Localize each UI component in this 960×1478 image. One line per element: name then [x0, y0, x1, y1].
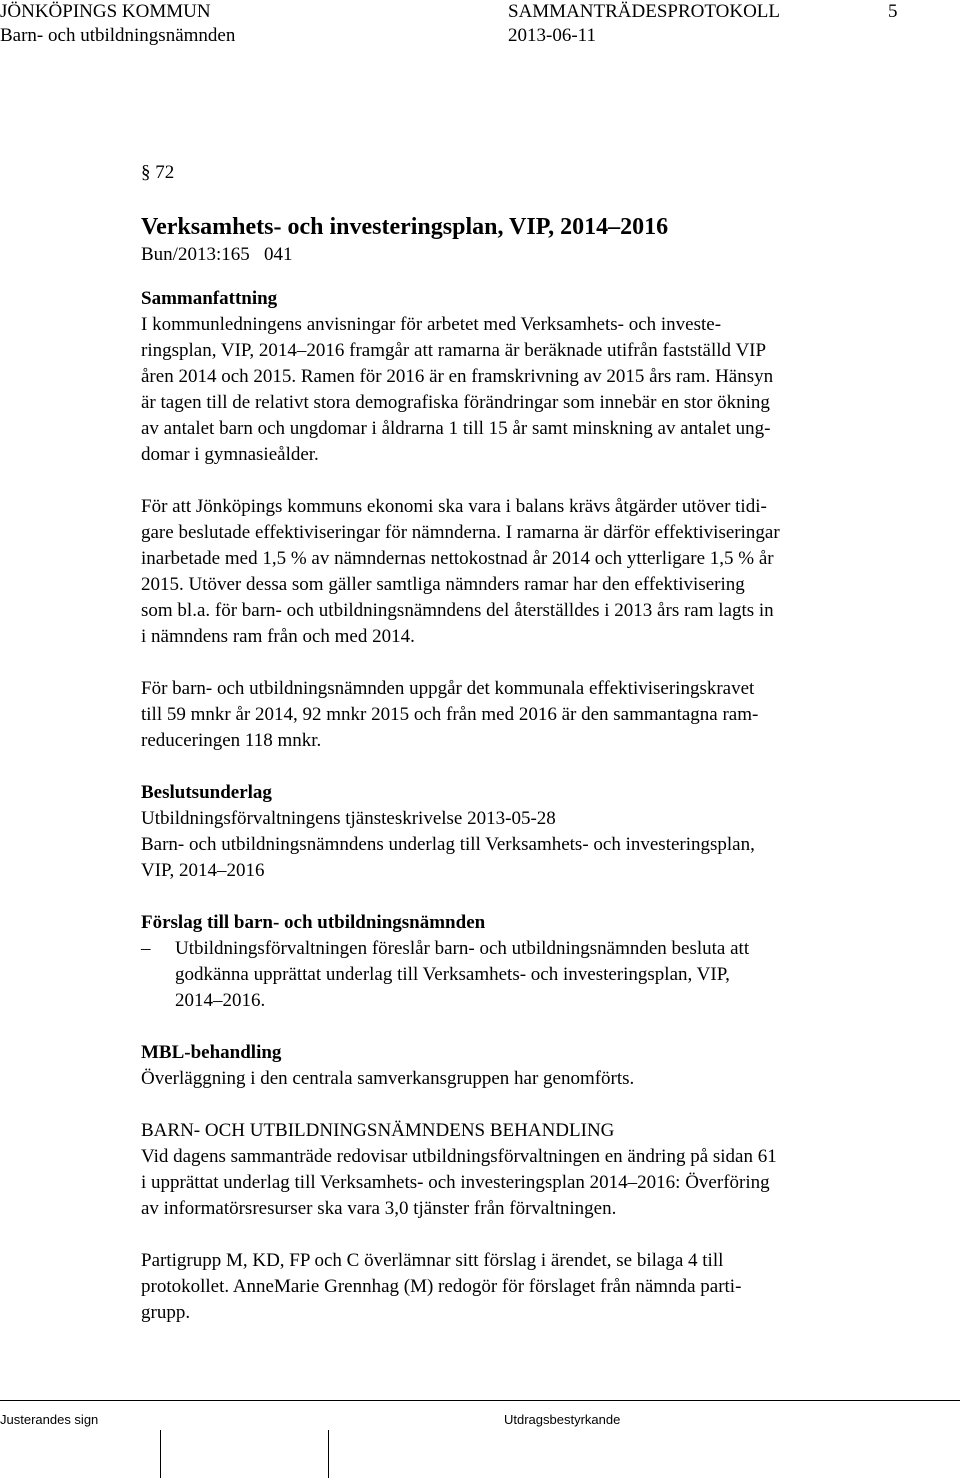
proposal-item: [141, 936, 901, 1014]
text-line: av antalet barn och ungdomar i åldrarna 1 till 15 år samt minskning av antalet ung-: [141, 418, 771, 439]
section-title: Verksamhets- och investeringsplan, VIP, 2014‒2016: [141, 214, 669, 240]
text-line: till 59 mnkr år 2014, 92 mnkr 2015 och från med 2016 är den sammantagna ram-: [141, 704, 759, 725]
utdragsbestyrkande-label: Utdragsbestyrkande: [504, 1412, 621, 1427]
text-line: VIP, 2014‒2016: [141, 860, 265, 881]
text-line: godkänna upprättat underlag till Verksamhets- och investeringsplan, VIP,: [175, 964, 730, 985]
section-number: § 72: [141, 162, 175, 183]
basis-list: [141, 806, 901, 884]
summary-paragraph-1: [141, 312, 901, 468]
text-line: Utbildningsförvaltningens tjänsteskrivelse 2013-05-28: [141, 808, 556, 829]
basis-heading: Beslutsunderlag: [141, 782, 272, 803]
text-line: reduceringen 118 mnkr.: [141, 730, 322, 751]
text-line: ringsplan, VIP, 2014‒2016 framgår att ramarna är beräknade utifrån fastställd VIP: [141, 340, 767, 361]
text-line: av informatörsresurser ska vara 3,0 tjänster från förvaltningen.: [141, 1198, 617, 1219]
treatment-paragraph-2: [141, 1248, 901, 1326]
text-line: För att Jönköpings kommuns ekonomi ska vara i balans krävs åtgärder utöver tidi-: [141, 496, 767, 517]
text-line: För barn- och utbildningsnämnden uppgår det kommunala effektiviseringskravet: [141, 678, 755, 699]
text-line: åren 2014 och 2015. Ramen för 2016 är en framskrivning av 2015 års ram. Hänsyn: [141, 366, 774, 387]
text-line: Partigrupp M, KD, FP och C överlämnar sitt förslag i ärendet, se bilaga 4 till: [141, 1250, 724, 1271]
text-line: gare beslutade effektiviseringar för nämnderna. I ramarna är därför effektiviseringar: [141, 522, 780, 543]
text-line: i nämndens ram från och med 2014.: [141, 626, 415, 647]
case-reference: Bun/2013:165 041: [141, 244, 293, 265]
text-line: inarbetade med 1,5 % av nämndernas nettokostnad år 2014 och ytterligare 1,5 % år: [141, 548, 774, 569]
mbl-heading: MBL-behandling: [141, 1042, 282, 1063]
proposal-heading: Förslag till barn- och utbildningsnämnden: [141, 912, 486, 933]
text-line: Barn- och utbildningsnämndens underlag till Verksamhets- och investeringsplan,: [141, 834, 755, 855]
text-line: som bl.a. för barn- och utbildningsnämndens del återställdes i 2013 års ram lagts in: [141, 600, 774, 621]
text-line: Utbildningsförvaltningen föreslår barn- och utbildningsnämnden besluta att: [175, 938, 750, 959]
committee-name: Barn- och utbildningsnämnden: [0, 25, 236, 46]
mbl-text: Överläggning i den centrala samverkansgruppen har genomförts.: [141, 1068, 635, 1089]
text-line: I kommunledningens anvisningar för arbetet med Verksamhets- och investe-: [141, 314, 722, 335]
summary-paragraph-3: [141, 676, 901, 754]
document-type: SAMMANTRÄDESPROTOKOLL: [508, 1, 781, 22]
treatment-heading: BARN- OCH UTBILDNINGSNÄMNDENS BEHANDLING: [141, 1120, 615, 1141]
signature-box-divider: [328, 1430, 329, 1478]
text-line: Vid dagens sammanträde redovisar utbildningsförvaltningen en ändring på sidan 61: [141, 1146, 777, 1167]
meeting-date: 2013-06-11: [508, 25, 596, 46]
text-line: protokollet. AnneMarie Grennhag (M) redogör för förslaget från nämnda parti-: [141, 1276, 742, 1297]
organization-name: JÖNKÖPINGS KOMMUN: [0, 1, 211, 22]
signature-box-divider: [160, 1430, 161, 1478]
document-body: [141, 212, 901, 1326]
text-line: grupp.: [141, 1302, 191, 1323]
text-line: domar i gymnasieålder.: [141, 444, 319, 465]
text-line: 2014‒2016.: [175, 990, 266, 1011]
summary-paragraph-2: [141, 494, 901, 650]
summary-heading: Sammanfattning: [141, 288, 278, 309]
treatment-paragraph-1: [141, 1144, 901, 1222]
page-number: 5: [888, 1, 898, 22]
text-line: i upprättat underlag till Verksamhets- och investeringsplan 2014‒2016: Överföring: [141, 1172, 770, 1193]
justerandes-sign-label: Justerandes sign: [0, 1412, 99, 1427]
dash-bullet: –: [141, 938, 151, 959]
section-number-value: 72: [155, 162, 175, 183]
footer-divider: [0, 1400, 960, 1401]
text-line: är tagen till de relativt stora demografiska förändringar som innebär en stor ökning: [141, 392, 770, 413]
text-line: 2015. Utöver dessa som gäller samtliga nämnders ramar har den effektivisering: [141, 574, 745, 595]
